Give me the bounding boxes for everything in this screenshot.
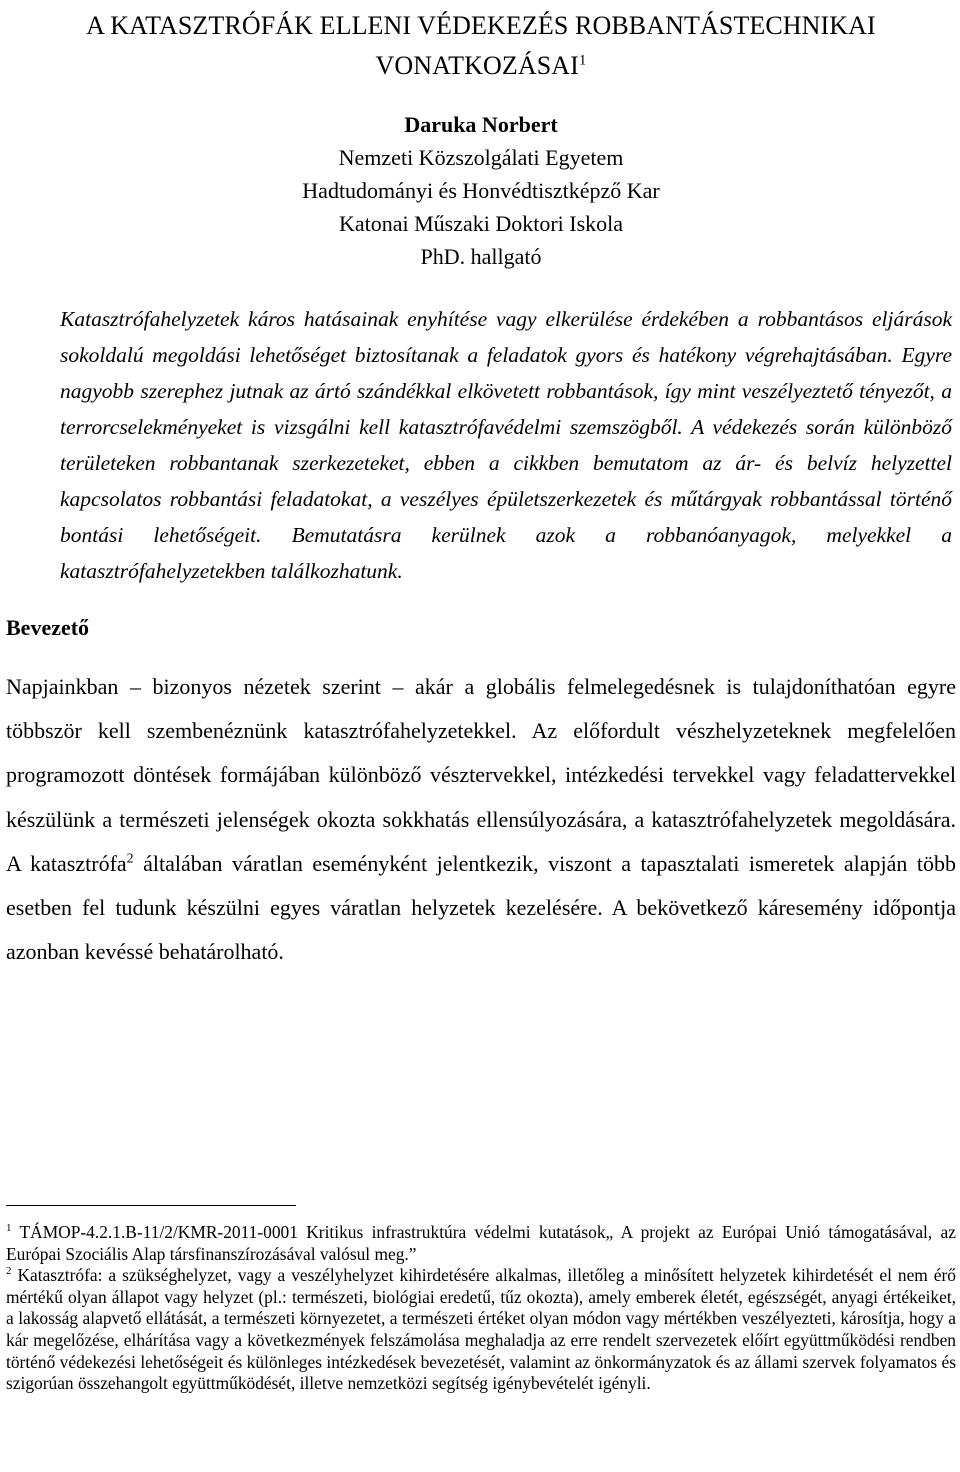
body-footnote-mark[interactable]: 2 — [126, 851, 134, 867]
title-line-1: A KATASZTRÓFÁK ELLENI VÉDEKEZÉS ROBBANTÁSTECHNIKAI — [86, 11, 876, 40]
body-text-part-1: Napjainkban – bizonyos nézetek szerint – akár a globális felmelegedésnek is tulajdoníthatóan egyre többször kell szembenéznünk katasztrófahelyzetekkel. Az előfordult vészhelyzeteknek megfelelően programozott döntések formájában különböző vésztervekkel, intézkedési tervekkel vagy feladattervekkel készülünk a természeti jelenségek okozta sokkhatás ellensúlyozására, a katasztrófahelyzetek megoldására. A katasztrófa — [6, 674, 956, 876]
author-affiliation: Katonai Műszaki Doktori Iskola — [338, 211, 624, 236]
section-heading: Bevezető — [6, 615, 90, 640]
footnote-mark: 1 — [6, 1222, 12, 1235]
body-text-part-2: általában váratlan eseményként jelentkezik, viszont a tapasztalati ismeretek alapján több esetben fel tudunk készülni egyes váratlan helyzetek kezelésére. A bekövetkező káresemény időpontja azonban kevéssé behatárolható. — [6, 850, 956, 965]
body-paragraph — [6, 665, 956, 974]
paper-page — [6, 0, 956, 974]
footnote-mark: 2 — [6, 1265, 12, 1278]
paper-title — [6, 0, 956, 86]
title-footnote-mark[interactable]: 1 — [578, 52, 587, 69]
footnote-text: Katasztrófa: a szükséghelyzet, vagy a veszélyhelyzet kihirdetésére alkalmas, illetőleg a minősített helyzetek kihirdetését el nem érő mértékű olyan állapot vagy helyzet (pl.: természeti, biológiai eredetű, tűz okozta), amely emberek életét, egészségét, anyagi értékeiket, a lakosság alapvető ellátását, a természeti környezetet, a természeti értéket olyan módon vagy mértékben veszélyezteti, károsítja, hogy a kár megelőzése, elhárítása vagy a következmények felszámolása meghaladja az erre rendelt szervezetek előírt együttműködési rendben történő védekezési lehetőségeit és különleges intézkedések bevezetését, valamint az önkormányzatok és az állami szervek folyamatos és szigorúan összehangolt együttműködését, illetve nemzetközi segítség igénybevételét igényli. — [6, 1265, 956, 1394]
footnote-1 — [6, 1222, 956, 1265]
title-line-2: VONATKOZÁSAI — [375, 51, 579, 80]
author-affiliation: PhD. hallgató — [420, 244, 542, 269]
author-name: Daruka Norbert — [404, 112, 558, 137]
footnote-2 — [6, 1265, 956, 1395]
author-block — [6, 108, 956, 273]
footnote-text: TÁMOP-4.2.1.B-11/2/KMR-2011-0001 Kritikus infrastruktúra védelmi kutatások„ A projekt az Európai Unió támogatásával, az Európai Szociális Alap társfinanszírozásával valósul meg.” — [6, 1222, 956, 1264]
author-affiliation: Hadtudományi és Honvédtisztképző Kar — [302, 178, 660, 203]
abstract: Katasztrófahelyzetek káros hatásainak enyhítése vagy elkerülése érdekében a robbantásos eljárások sokoldalú megoldási lehetőséget biztosítanak a feladatok gyors és hatékony végrehajtásában. Egyre nagyobb szerephez jutnak az ártó szándékkal elkövetett robbantások, így mint veszélyeztető tényezőt, a terrorcselekményeket is vizsgálni kell katasztrófavédelmi szemszögből. A védekezés során különböző területeken robbantanak szerkezeteket, ebben a cikkben bemutatom az ár- és belvíz helyzettel kapcsolatos robbantási feladatokat, a veszélyes épületszerkezetek és műtárgyak robbantással történő bontási lehetőségeit. Bemutatásra kerülnek azok a robbanóanyagok, melyekkel a katasztrófahelyzetekben találkozhatunk. — [60, 307, 952, 583]
author-affiliation: Nemzeti Közszolgálati Egyetem — [338, 145, 624, 170]
footnotes — [6, 1222, 956, 1395]
footnote-divider — [6, 1205, 296, 1206]
